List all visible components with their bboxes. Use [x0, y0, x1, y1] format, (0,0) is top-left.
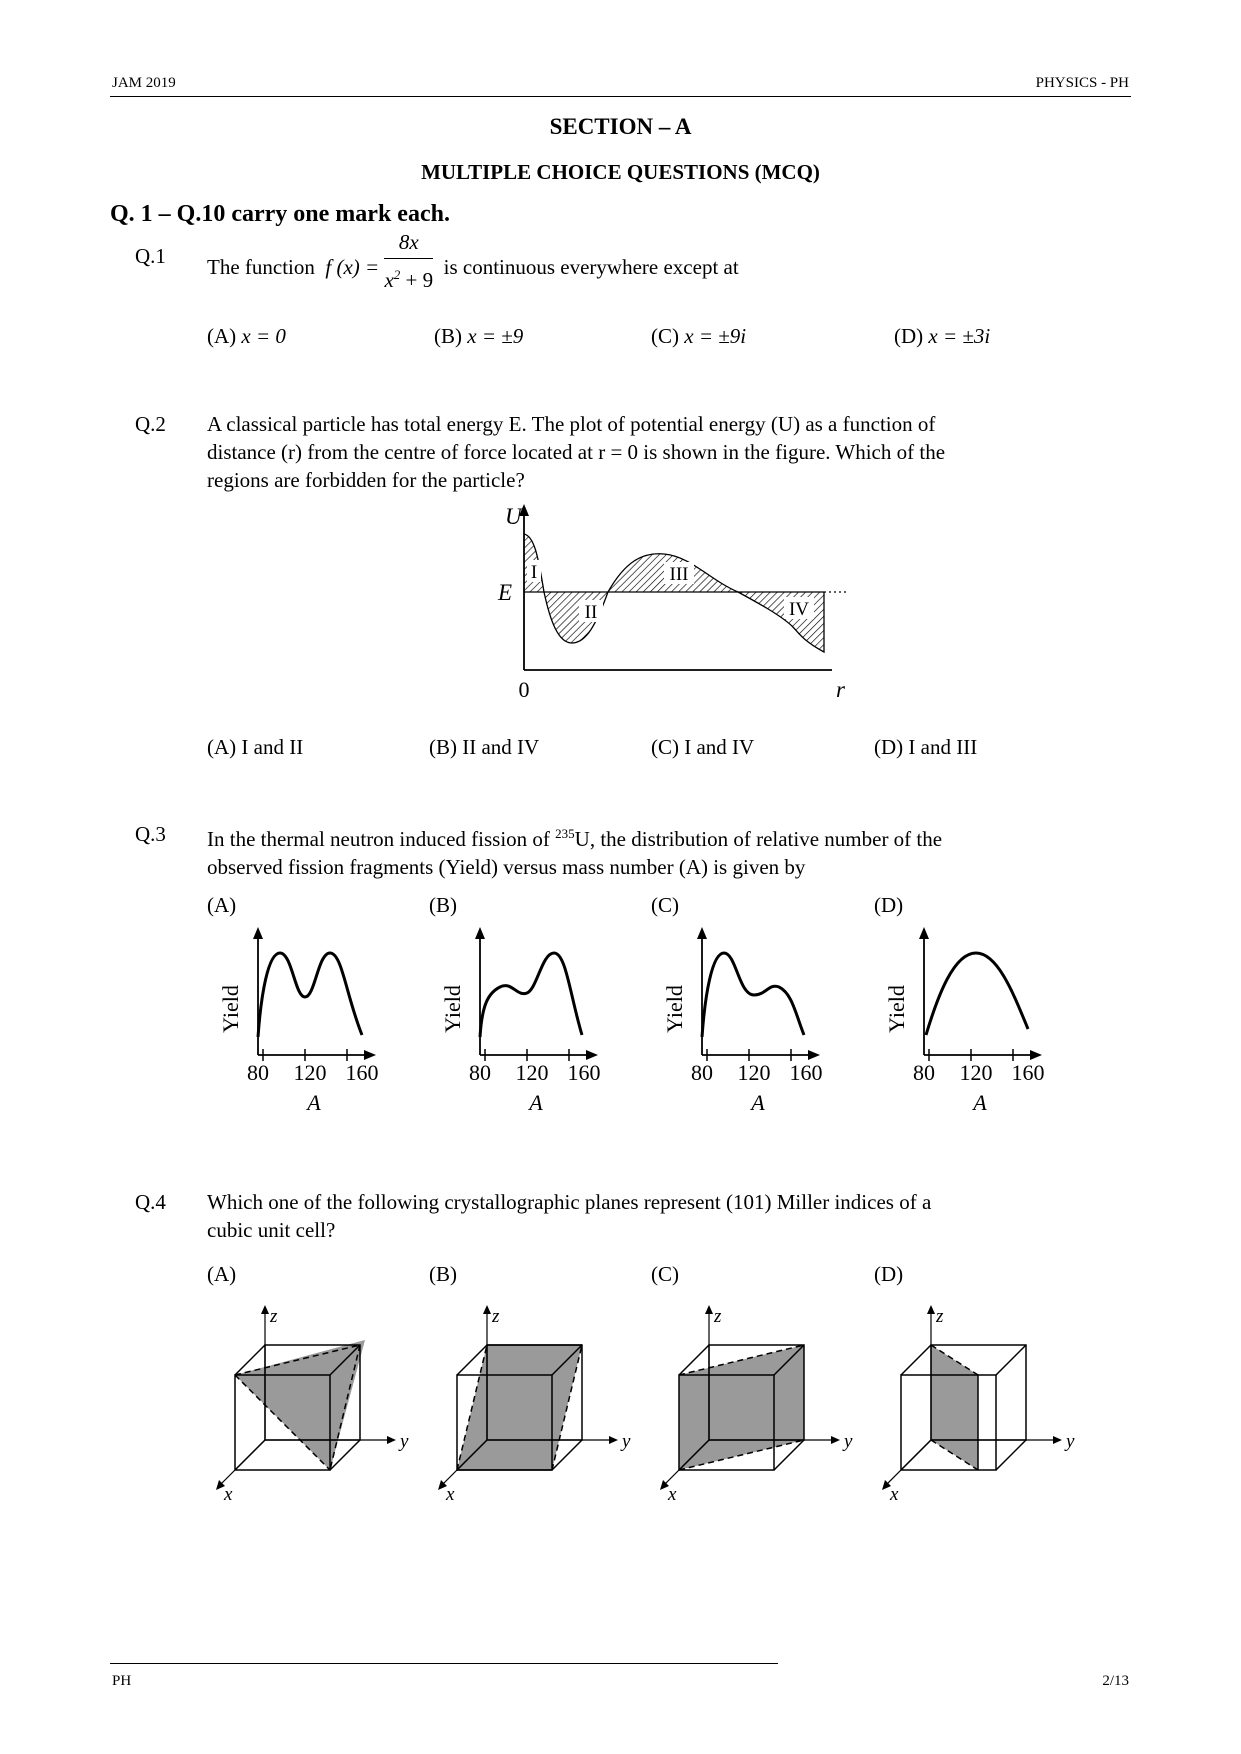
tick-120-c: 120 [737, 1060, 771, 1085]
q3-graph-b[interactable] [440, 927, 601, 1115]
tick-80-d: 80 [913, 1060, 935, 1085]
q3-graph-c[interactable] [662, 927, 823, 1115]
q3-isotope-mass: 235 [555, 826, 575, 841]
q4-option-b-label[interactable]: (B) [429, 1262, 457, 1286]
yield-curve-a [258, 953, 362, 1037]
tick-80-a: 80 [247, 1060, 269, 1085]
region-i-label: I [530, 562, 538, 583]
footer-paper-code: PH [112, 1673, 132, 1689]
tick-80-c: 80 [691, 1060, 713, 1085]
q1-option-a[interactable]: (A) x = 0 [207, 324, 286, 348]
q2-option-d[interactable]: (D) I and III [874, 735, 978, 759]
origin-label: 0 [518, 677, 530, 702]
q4-option-a-label[interactable]: (A) [207, 1262, 237, 1286]
q3-number: Q.3 [135, 822, 166, 846]
q1-number: Q.1 [135, 244, 166, 268]
section-title: SECTION – A [549, 114, 692, 139]
yield-curve-d [926, 953, 1028, 1035]
q4-cube-c[interactable] [660, 1305, 853, 1505]
q3-graph-d[interactable] [884, 927, 1045, 1115]
y-axis-label-c: y [844, 1431, 853, 1452]
region-ii-label: II [584, 602, 598, 623]
yield-axis-label-c: Yield [662, 985, 687, 1033]
q2-option-a[interactable]: (A) I and II [207, 735, 304, 759]
q1-fraction-denominator: $x^2 + 9$ [384, 267, 434, 292]
z-axis-label-d: z [936, 1306, 944, 1327]
q4-number: Q.4 [135, 1190, 166, 1214]
q1-text [207, 230, 739, 294]
footer-rule [110, 1663, 778, 1664]
q3-text [207, 820, 1107, 881]
tick-160-b: 160 [567, 1060, 601, 1085]
q2-option-b[interactable]: (B) II and IV [429, 735, 540, 759]
z-axis-label-a: z [270, 1306, 278, 1327]
x-axis-label-d: x [890, 1484, 899, 1505]
y-axis-label-a: y [400, 1431, 409, 1452]
r-axis-label: r [836, 677, 845, 702]
yield-curve-b [480, 953, 582, 1037]
marks-note: Q. 1 – Q.10 carry one mark each. [110, 201, 450, 227]
q2-text [207, 410, 1107, 494]
u-axis-label: U [505, 504, 522, 529]
q3-option-a-label[interactable]: (A) [207, 893, 237, 917]
a-axis-label-b: A [529, 1090, 543, 1115]
page-number: 2/13 [1102, 1673, 1129, 1689]
q4-text-line-1: Which one of the following crystallographic planes represent (101) Miller indices of a [207, 1190, 932, 1214]
q3-option-c-label[interactable]: (C) [651, 893, 679, 917]
q1-fraction-numerator: 8x [384, 228, 433, 259]
tick-160-d: 160 [1011, 1060, 1045, 1085]
q2-text-line-2: distance (r) from the centre of force located at r = 0 is shown in the figure. Which of the [207, 440, 946, 464]
tick-120-d: 120 [959, 1060, 993, 1085]
q2-option-c[interactable]: (C) I and IV [651, 735, 755, 759]
q2-number: Q.2 [135, 412, 166, 436]
q1-fraction [384, 228, 433, 294]
q4-cube-a[interactable] [216, 1305, 409, 1505]
q4-option-c-label[interactable]: (C) [651, 1262, 679, 1286]
q3-yield-graphs [200, 925, 1160, 1125]
header-exam-name: JAM 2019 [112, 75, 176, 91]
q3-graph-a[interactable] [218, 927, 379, 1115]
q1-option-d[interactable]: (D) x = ±3i [894, 324, 991, 348]
tick-80-b: 80 [469, 1060, 491, 1085]
yield-axis-label-d: Yield [884, 985, 909, 1033]
z-axis-label-b: z [492, 1306, 500, 1327]
header-rule [110, 96, 1131, 97]
tick-160-c: 160 [789, 1060, 823, 1085]
q4-cube-b[interactable] [438, 1305, 631, 1505]
region-iii-label: III [669, 564, 689, 585]
q4-text-line-2: cubic unit cell? [207, 1218, 336, 1242]
x-axis-label-b: x [446, 1484, 455, 1505]
yield-axis-label-b: Yield [440, 985, 465, 1033]
q1-option-b[interactable]: (B) x = ±9 [434, 324, 524, 348]
q2-text-line-1: A classical particle has total energy E. The plot of potential energy (U) as a function of [207, 412, 936, 436]
header-paper-code: PHYSICS - PH [1035, 75, 1129, 91]
tick-120-a: 120 [293, 1060, 327, 1085]
a-axis-label-d: A [973, 1090, 987, 1115]
q1-text-before: The function [207, 254, 315, 279]
q3-text-line-1: In the thermal neutron induced fission of $^{235}$U, the distribution of relative number of the [207, 826, 943, 851]
q1-text-after: is continuous everywhere except at [443, 254, 739, 279]
q4-option-d-label[interactable]: (D) [874, 1262, 904, 1286]
q3-text-line-2: observed fission fragments (Yield) versus mass number (A) is given by [207, 855, 806, 879]
energy-label: E [498, 580, 513, 605]
a-axis-label-c: A [751, 1090, 765, 1115]
q2-text-line-3: regions are forbidden for the particle? [207, 468, 525, 492]
q3-option-d-label[interactable]: (D) [874, 893, 904, 917]
y-axis-label-d: y [1066, 1431, 1075, 1452]
tick-120-b: 120 [515, 1060, 549, 1085]
region-iv-label: IV [788, 599, 810, 620]
tick-160-a: 160 [345, 1060, 379, 1085]
z-axis-label-c: z [714, 1306, 722, 1327]
y-axis-label-b: y [622, 1431, 631, 1452]
x-axis-label-c: x [668, 1484, 677, 1505]
q3-option-b-label[interactable]: (B) [429, 893, 457, 917]
yield-curve-c [702, 953, 804, 1037]
q4-text [207, 1188, 1107, 1244]
q1-option-c[interactable]: (C) x = ±9i [651, 324, 747, 348]
x-axis-label-a: x [224, 1484, 233, 1505]
q4-cube-d[interactable] [882, 1305, 1075, 1505]
yield-axis-label-a: Yield [218, 985, 243, 1033]
q4-cube-figures [200, 1300, 1100, 1510]
q2-potential-figure [480, 500, 860, 710]
a-axis-label-a: A [307, 1090, 321, 1115]
plane-d [931, 1345, 978, 1470]
section-subtitle: MULTIPLE CHOICE QUESTIONS (MCQ) [421, 160, 820, 184]
q1-function-lhs: f (x) = [325, 254, 380, 279]
